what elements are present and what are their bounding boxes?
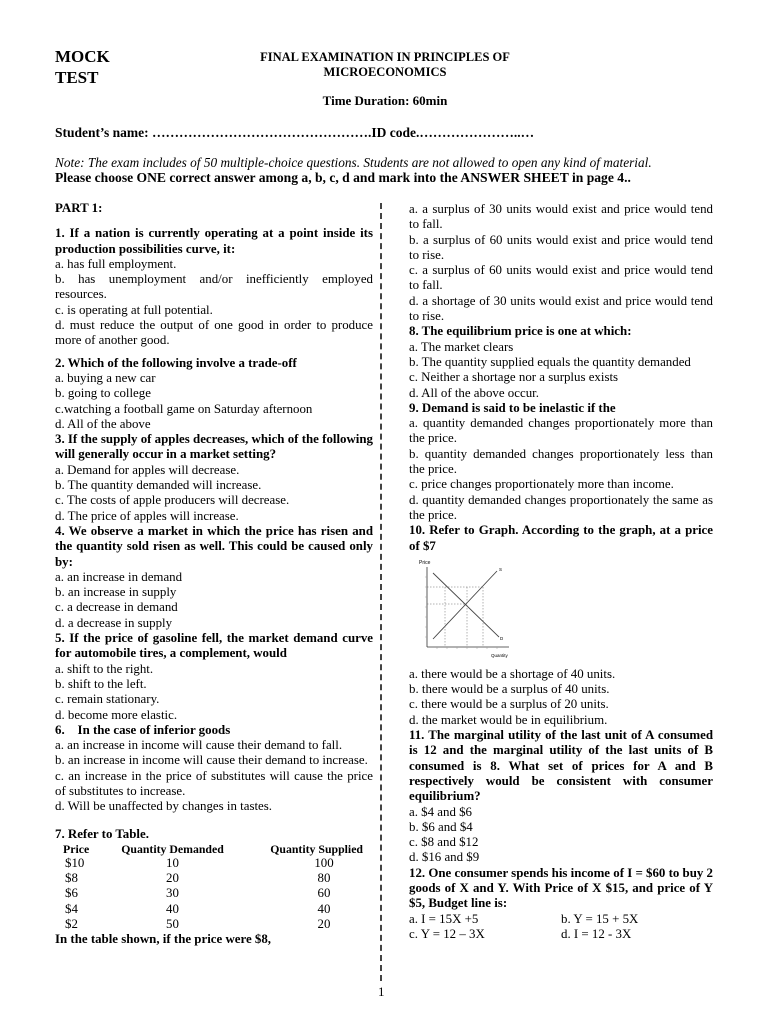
q9-option-a: a. quantity demanded changes proportionately more than the price. — [409, 416, 713, 446]
q5-option-b: b. shift to the left. — [55, 676, 147, 691]
table-header-qs: Quantity Supplied — [270, 841, 363, 856]
q8-option-b: b. The quantity supplied equals the quantity demanded — [409, 354, 691, 369]
column-divider — [380, 203, 382, 981]
q7-option-a: a. a surplus of 30 units would exist and price would tend to fall. — [409, 202, 713, 232]
q3-text: 3. If the supply of apples decreases, which of the following will generally occur in a market setting? — [55, 432, 373, 462]
q8-text: 8. The equilibrium price is one at which: — [409, 324, 632, 339]
q5-option-d: d. become more elastic. — [55, 707, 178, 722]
table-cell-qs: 60 — [317, 886, 331, 901]
q9-option-d: d. quantity demanded changes proportionately the same as the price. — [409, 492, 713, 522]
table-cell-qs: 100 — [314, 855, 334, 870]
table-row — [55, 917, 373, 932]
q1-option-b: b. has unemployment and/or inefficiently employed resources. — [55, 272, 373, 302]
table-cell-qd: 10 — [166, 855, 179, 870]
q7-text: 7. Refer to Table. — [55, 826, 149, 841]
supply-curve — [433, 571, 497, 639]
q9-option-c: c. price changes proportionately more than income. — [409, 477, 674, 492]
q2-text: 2. Which of the following involve a trade-off — [55, 355, 297, 370]
mock-word: MOCK — [55, 47, 110, 66]
q3-option-c: c. The costs of apple producers will decrease. — [55, 493, 290, 508]
q7-option-b: b. a surplus of 60 units would exist and price would tend to rise. — [409, 232, 713, 262]
q12-text: 12. One consumer spends his income of I = $60 to buy 2 goods of X and Y. With Price of X $15, and price of Y $5, Budget line is: — [409, 865, 713, 911]
q5-text: 5. If the price of gasoline fell, the market demand curve for automobile tires, a complement, would — [55, 631, 373, 661]
table-row — [55, 871, 373, 886]
q11-option-a: a. $4 and $6 — [409, 804, 473, 819]
q7-option-c: c. a surplus of 60 units would exist and price would tend to fall. — [409, 263, 713, 293]
table-header-qd: Quantity Demanded — [121, 841, 224, 856]
demand-curve — [433, 573, 499, 637]
q12-option-b: b. Y = 15 + 5X — [561, 911, 639, 926]
page-number: 1 — [378, 984, 385, 999]
q10-text: 10. Refer to Graph. According to the graph, at a price of $7 — [409, 523, 713, 553]
table-cell-qs: 80 — [317, 871, 331, 886]
table-header-price: Price — [63, 841, 90, 856]
q8-option-d: d. All of the above occur. — [409, 385, 539, 400]
q3-option-b: b. The quantity demanded will increase. — [55, 478, 262, 493]
time-duration: Time Duration: 60min — [322, 93, 448, 108]
table-cell-price: $6 — [65, 886, 78, 901]
graph-dashed-guides — [427, 587, 483, 647]
q6-text: 6. In the case of inferior goods — [55, 722, 231, 737]
q10-option-b: b. there would be a surplus of 40 units. — [409, 682, 610, 697]
q4-option-d: d. a decrease in supply — [55, 615, 173, 630]
table-row — [55, 856, 373, 871]
exam-instruction: Please choose ONE correct answer among a, b, c, d and mark into the ANSWER SHEET in page 4.. — [55, 170, 631, 185]
table-cell-qs: 40 — [317, 901, 331, 916]
q7-option-d: d. a shortage of 30 units would exist and price would tend to rise. — [409, 293, 713, 324]
q1-option-c: c. is operating at full potential. — [55, 302, 213, 317]
q2-option-c: c.watching a football game on Saturday afternoon — [55, 401, 313, 416]
q12-options-row2 — [409, 927, 713, 942]
table-cell-qs: 20 — [317, 917, 331, 932]
table-cell-price: $8 — [65, 871, 78, 886]
student-name-line: Student’s name: ………………………………………….ID code.…………………..… — [55, 125, 535, 140]
q4-option-a: a. an increase in demand — [55, 569, 183, 584]
part-heading: PART 1: — [55, 201, 103, 215]
table-cell-price: $2 — [65, 917, 78, 932]
table-cell-qd: 50 — [166, 917, 179, 932]
table-cell-qd: 30 — [166, 886, 179, 901]
q1-text: 1. If a nation is currently operating at a point inside its production possibilities curve, it: — [55, 226, 373, 256]
q12-option-c: c. Y = 12 – 3X — [409, 926, 485, 941]
q1-option-d: d. must reduce the output of one good in order to produce more of another good. — [55, 318, 373, 348]
mock-test-label — [55, 46, 125, 88]
q6-option-c: c. an increase in the price of substitutes will cause the price of substitutes to increase. — [55, 768, 373, 798]
right-column — [409, 202, 713, 942]
q2-option-a: a. buying a new car — [55, 370, 156, 385]
q9-text: 9. Demand is said to be inelastic if the — [409, 400, 616, 415]
q4-text: 4. We observe a market in which the price has risen and the quantity sold risen as well. This could be caused only by: — [55, 523, 373, 569]
table-cell-price: $4 — [65, 901, 78, 916]
q11-option-b: b. $6 and $4 — [409, 819, 473, 834]
test-word: TEST — [55, 68, 99, 87]
q11-option-d: d. $16 and $9 — [409, 850, 480, 865]
q10-option-c: c. there would be a surplus of 20 units. — [409, 697, 609, 712]
q10-option-d: d. the market would be in equilibrium. — [409, 712, 608, 727]
left-column — [55, 201, 373, 948]
q2-option-b: b. going to college — [55, 386, 151, 401]
q3-option-d: d. The price of apples will increase. — [55, 508, 239, 523]
q3-option-a: a. Demand for apples will decrease. — [55, 462, 240, 477]
q7-tail-text: In the table shown, if the price were $8, — [55, 932, 272, 947]
graph-ticks — [425, 577, 497, 649]
q12-option-a: a. I = 15X +5 — [409, 911, 479, 926]
table-row — [55, 886, 373, 901]
q6-option-b: b. an increase in income will cause their demand to increase. — [55, 753, 368, 768]
table-row — [55, 902, 373, 917]
q12-option-d: d. I = 12 - 3X — [561, 926, 632, 941]
supply-demand-graph — [413, 557, 513, 664]
q5-option-c: c. remain stationary. — [55, 692, 160, 707]
q12-options-row1 — [409, 912, 713, 927]
table-cell-price: $10 — [65, 855, 85, 870]
q5-option-a: a. shift to the right. — [55, 661, 154, 676]
q11-option-c: c. $8 and $12 — [409, 835, 479, 850]
demand-curve-label: D — [500, 635, 504, 641]
table-cell-qd: 20 — [166, 871, 179, 886]
q4-option-b: b. an increase in supply — [55, 585, 177, 600]
q11-text: 11. The marginal utility of the last unit of A consumed is 12 and the marginal utility of the last units of B consumed is 8. What set of prices for A and B respectively would be consistent with consumer equilibrium? — [409, 728, 713, 804]
exam-title — [150, 50, 620, 80]
table-cell-qd: 40 — [166, 901, 179, 916]
price-quantity-table — [55, 842, 373, 932]
q4-option-c: c. a decrease in demand — [55, 600, 178, 615]
q6-option-d: d. Will be unaffected by changes in tastes. — [55, 799, 273, 814]
exam-title-line2: MICROECONOMICS — [323, 65, 447, 79]
supply-curve-label: S — [499, 566, 503, 572]
exam-note: Note: The exam includes of 50 multiple-choice questions. Students are not allowed to open any kind of material. — [55, 155, 652, 170]
graph-y-axis-label: Price — [419, 559, 431, 566]
q9-option-b: b. quantity demanded changes proportionately less than the price. — [409, 446, 713, 477]
table-header-row — [55, 842, 373, 856]
q1-option-a: a. has full employment. — [55, 256, 177, 271]
q6-option-a: a. an increase in income will cause their demand to fall. — [55, 738, 343, 753]
exam-title-line1: FINAL EXAMINATION IN PRINCIPLES OF — [260, 50, 510, 64]
q2-option-d: d. All of the above — [55, 416, 151, 431]
graph-x-axis-label: Quantity — [491, 652, 508, 658]
q10-option-a: a. there would be a shortage of 40 units. — [409, 666, 616, 681]
q8-option-c: c. Neither a shortage nor a surplus exists — [409, 370, 619, 385]
q8-option-a: a. The market clears — [409, 339, 514, 354]
